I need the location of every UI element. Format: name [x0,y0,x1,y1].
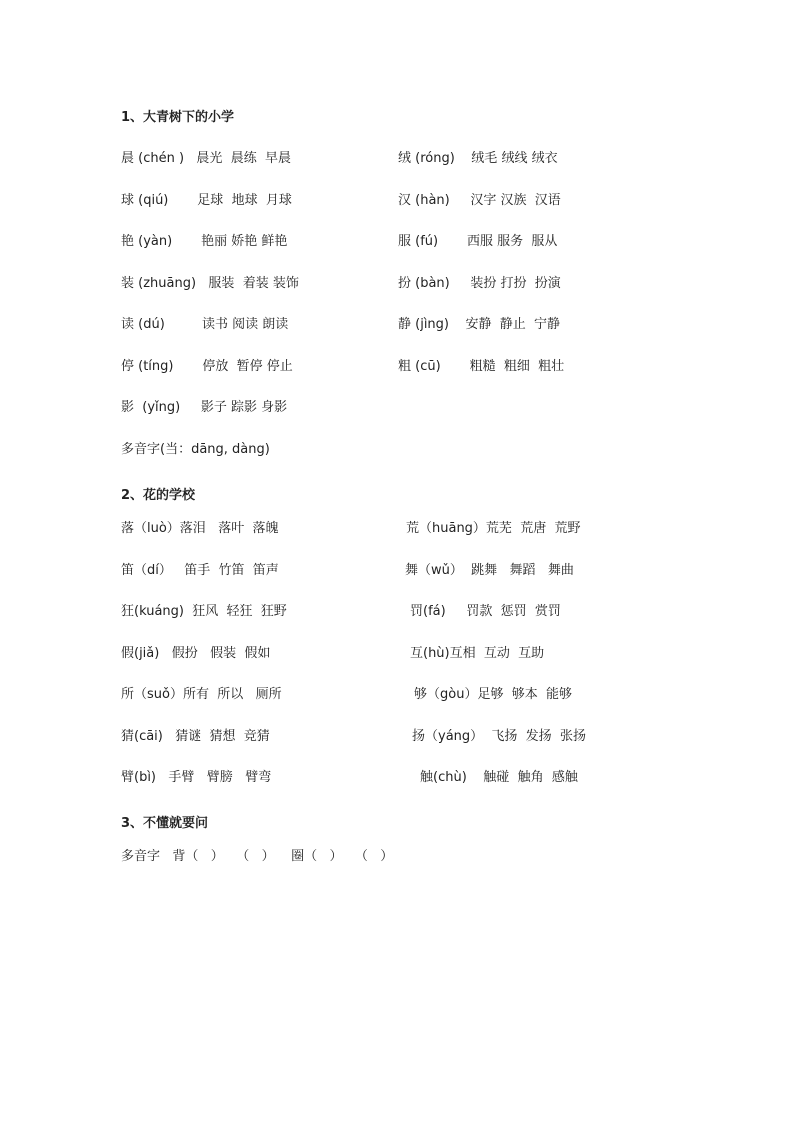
vocab-line: 荒（huāng）荒芜 荒唐 荒野 [406,521,581,536]
section-title: 3、不懂就要问 [121,816,209,831]
vocab-line: 读 (dú) 读书 阅读 朗读 [121,317,289,332]
vocab-line: 罚(fá) 罚款 惩罚 赏罚 [410,604,561,619]
vocab-line: 晨 (chén ) 晨光 晨练 早晨 [121,151,291,166]
vocab-line: 臂(bì) 手臂 臂膀 臂弯 [121,770,272,785]
vocab-line: 够（gòu）足够 够本 能够 [414,687,572,702]
vocab-line: 扬（yáng） 飞扬 发扬 张扬 [412,729,586,744]
vocab-line: 笛（dí） 笛手 竹笛 笛声 [121,563,279,578]
vocab-line: 球 (qiú) 足球 地球 月球 [121,193,292,208]
vocab-line: 装 (zhuāng) 服装 着装 装饰 [121,276,299,291]
vocab-line: 所（suǒ）所有 所以 厕所 [121,687,282,702]
vocab-line: 绒 (róng) 绒毛 绒线 绒衣 [398,151,558,166]
vocab-line: 停 (tíng) 停放 暂停 停止 [121,359,293,374]
vocab-line: 触(chù) 触碰 触角 感触 [420,770,578,785]
vocab-line: 影 (yǐng) 影子 踪影 身影 [121,400,288,415]
vocab-line: 猜(cāi) 猜谜 猜想 竞猜 [121,729,270,744]
vocab-line: 艳 (yàn) 艳丽 娇艳 鲜艳 [121,234,288,249]
vocab-line: 互(hù)互相 互动 互助 [410,646,545,661]
vocab-line: 汉 (hàn) 汉字 汉族 汉语 [398,193,561,208]
vocab-line: 假(jiǎ) 假扮 假装 假如 [121,646,271,661]
section-title: 2、花的学校 [121,488,196,503]
polyphone-note: 多音字(当：dāng, dàng) [121,442,270,457]
vocab-line: 舞（wǔ） 跳舞 舞蹈 舞曲 [405,563,574,578]
vocab-line: 狂(kuáng) 狂风 轻狂 狂野 [121,604,287,619]
vocab-line: 服 (fú) 西服 服务 服从 [398,234,558,249]
vocab-line: 扮 (bàn) 装扮 打扮 扮演 [398,276,561,291]
vocab-line: 落（luò）落泪 落叶 落魄 [121,521,279,536]
polyphone-exercise: 多音字 背（ ） （ ） 圈（ ） （ ） [121,849,394,864]
vocab-line: 静 (jìng) 安静 静止 宁静 [398,317,561,332]
vocab-line: 粗 (cū) 粗糙 粗细 粗壮 [398,359,565,374]
section-title: 1、大青树下的小学 [121,110,235,125]
